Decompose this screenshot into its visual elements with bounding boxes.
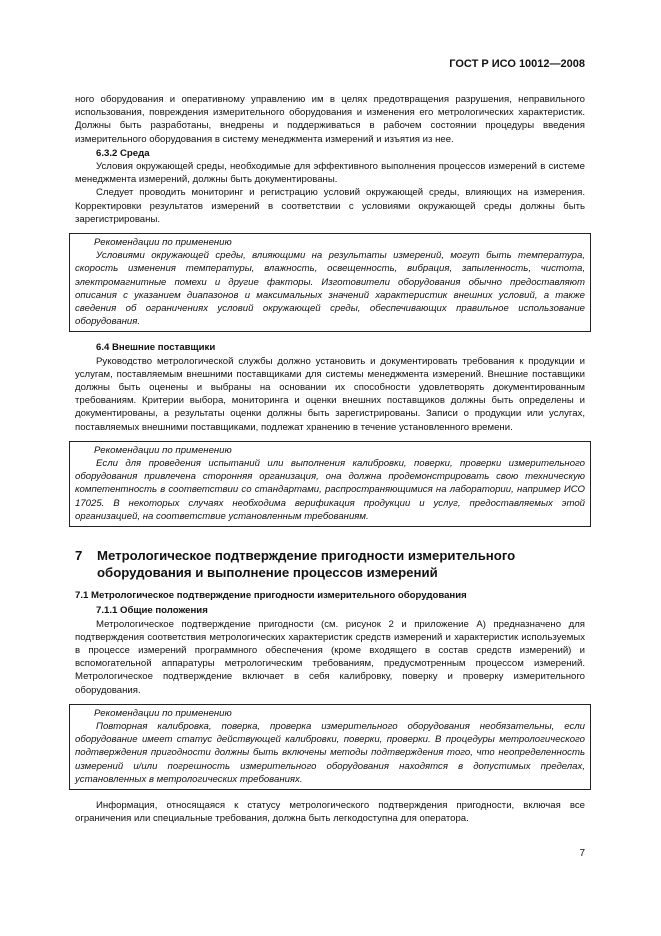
section-title-line1: Метрологическое подтверждение пригодности измерительного — [97, 548, 516, 564]
page-body — [75, 93, 585, 825]
paragraph-environment-1: Условия окружающей среды, необходимые для эффективного выполнения процессов измерений в системе менеджмента измерений, должны быть документированы. — [75, 161, 585, 186]
document-code: ГОСТ Р ИСО 10012—2008 — [449, 58, 585, 70]
note-text: Условиями окружающей среды, влияющими на результаты измерений, могут быть температура, скорость изменения температуры, влажность, освещенность, вибрация, запыленность, чистота, электромагнитные помехи и другие факторы. Изготовители оборудования обычно предоставляют описания с указанием диапазонов и максимальных значений характеристик внешних условий, а также сведения об ограничениях условий окружающей среды, обеспечивающих правильное использование оборудования. — [75, 250, 585, 328]
paragraph-environment-2: Следует проводить мониторинг и регистрацию условий окружающей среды, влияющих на измерения. Корректировки результатов измерений в соответствии с условиями окружающей среды должны быть зарегистрированы. — [75, 187, 585, 225]
section-heading-6-3-2: 6.3.2 Среда — [96, 147, 150, 159]
section-heading-7 — [75, 548, 585, 581]
page-number: 7 — [579, 848, 585, 859]
section-number: 7 — [75, 548, 83, 564]
paragraph-continuation: ного оборудования и оперативному управлению им в целях предотвращения разрушения, неправильного использования, повреждения измерительного оборудования и изменения его метрологических характеристик. Должны быть разработаны, внедрены и поддерживаться в рабочем состоянии процедуры введения измерительного оборудования в систему менеджмента измерений и изъятия из нее. — [75, 94, 585, 145]
note-title: Рекомендации по применению — [94, 237, 232, 249]
application-note-environment — [69, 233, 591, 332]
paragraph-status-info: Информация, относящаяся к статусу метрологического подтверждения пригодности, включая все ограничения или специальные требования, должна быть легкодоступна для оператора. — [75, 799, 585, 825]
section-heading-7-1: 7.1 Метрологическое подтверждение пригодности измерительного оборудования — [75, 590, 467, 602]
application-note-recalibration — [69, 704, 591, 790]
paragraph-suppliers: Руководство метрологической службы должно установить и документировать требования к продукции и услугам, поставляемым внешними поставщиками для системы менеджмента измерений. Внешние поставщики должны быть оценены и выбраны на основании их способности удовлетворять документированным требованиям. Критерии выбора, мониторинга и оценки внешних поставщиков должны быть определены и документированы, а результаты оценки должны быть зарегистрированы. Записи о продукции или услугах, поставляемых внешними поставщиками, подлежат хранению в течение установленного времени. — [75, 355, 585, 433]
paragraph-confirmation: Метрологическое подтверждение пригодности (см. рисунок 2 и приложение А) предназначено для подтверждения соответствия метрологических характеристик средств измерений и характеристик используемых в процессе измерений программного обеспечения (кроме входящего в состав средств измерений) и вспомогательной аппаратуры метрологическим требованиям, предусмотренным процессом измерений. Метрологическое подтверждение включает в себя калибровку, поверку и проверку измерительного оборудования. — [75, 618, 585, 696]
section-heading-7-1-1: 7.1.1 Общие положения — [96, 605, 208, 617]
note-title: Рекомендации по применению — [94, 707, 232, 719]
note-title: Рекомендации по применению — [94, 444, 232, 456]
note-text: Повторная калибровка, поверка, проверка измерительного оборудования необязательны, если оборудование имеет статус действующей калибровки, поверки, проверки. В процедуры метрологического подтверждения пригодности должны быть включены методы подтверждения того, что неопределенность измерений и/или погрешность измерительного оборудования находятся в допустимых пределах, установленных в метрологических требованиях. — [75, 720, 585, 785]
application-note-suppliers — [69, 441, 591, 527]
section-title-line2: оборудования и выполнение процессов измерений — [97, 564, 438, 580]
section-heading-6-4: 6.4 Внешние поставщики — [96, 342, 216, 354]
note-text: Если для проведения испытаний или выполнения калибровки, поверки, проверки измерительного оборудования привлечена сторонняя организация, она должна продемонстрировать свою техническую компетентность в соответствии со стандартами, распространяющимися на лаборатории, например ИСО 17025. В некоторых случаях необходима верификация продукции и услуг, предоставляемых этой организацией, на соответствие установленным требованиям. — [75, 458, 585, 522]
